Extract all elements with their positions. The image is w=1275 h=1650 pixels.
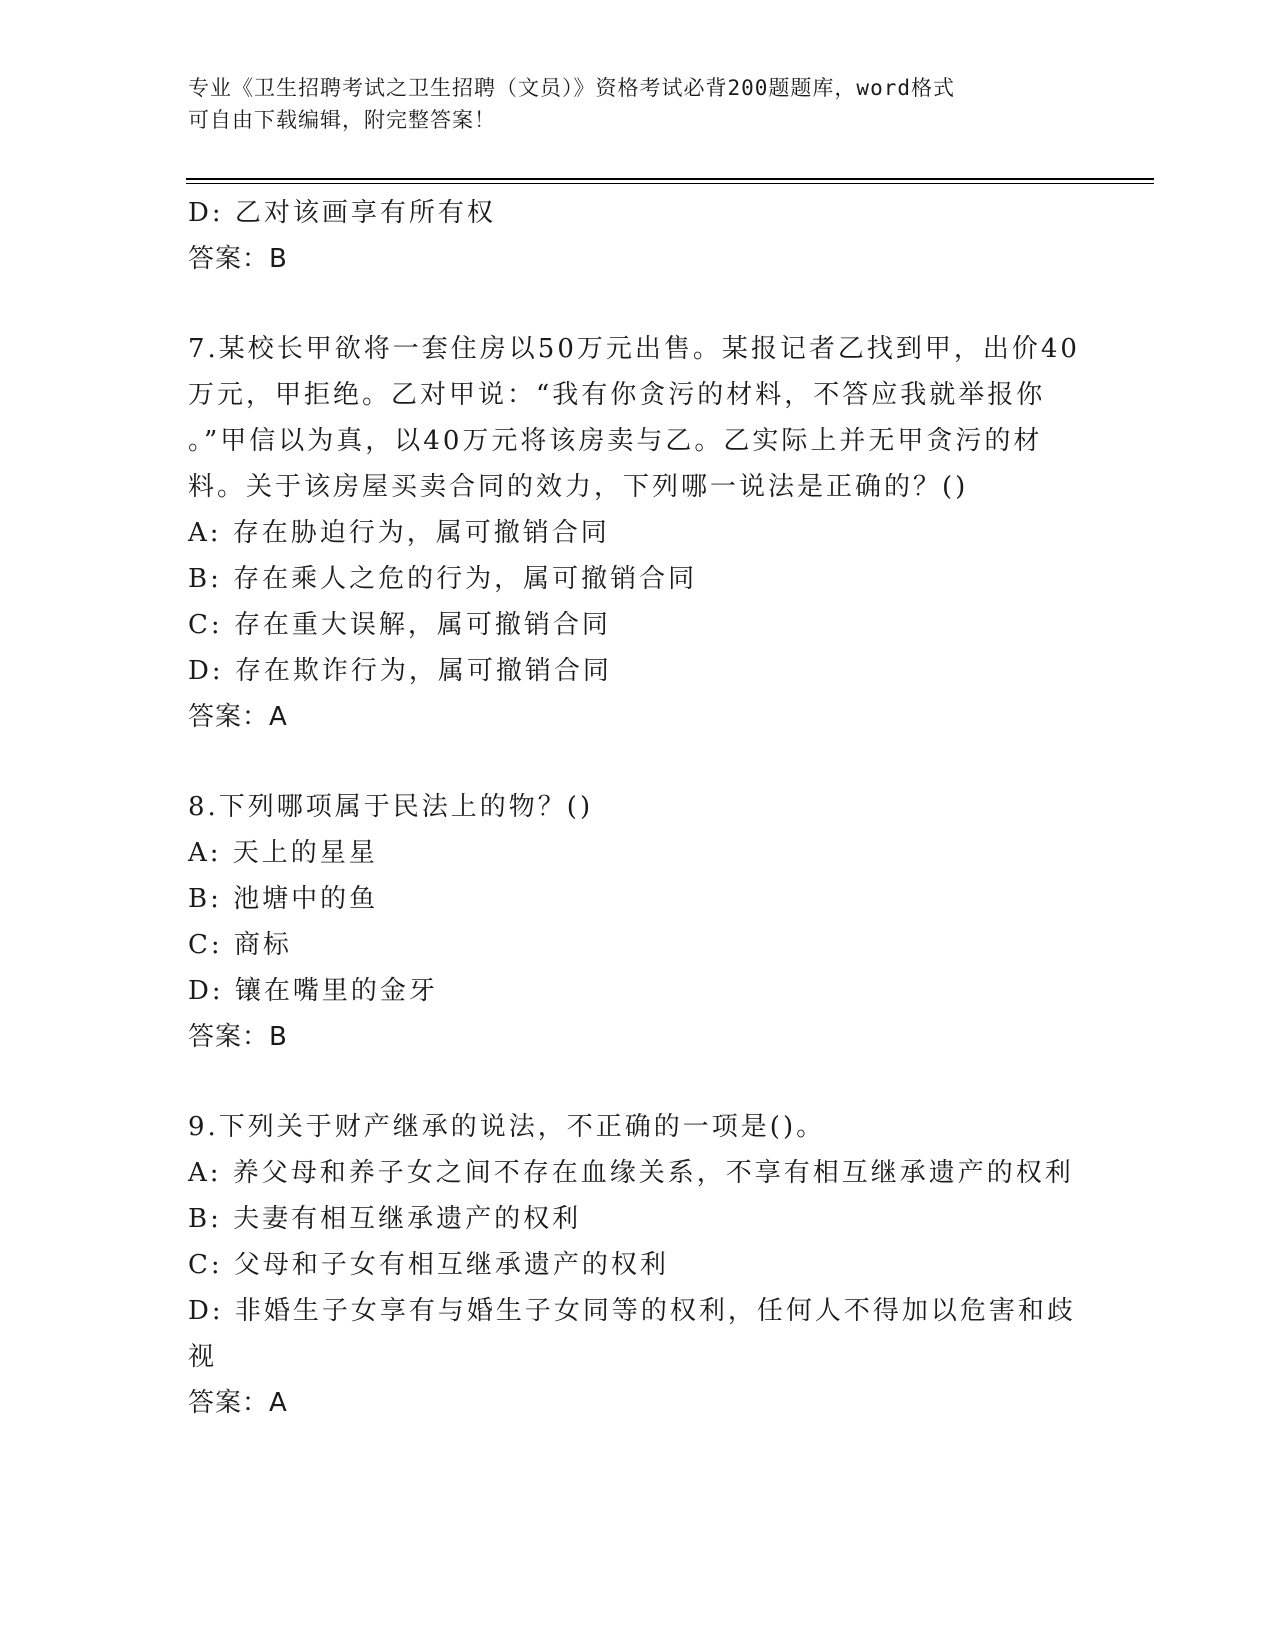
q9-stem: 9.下列关于财产继承的说法，不正确的一项是()。: [188, 1112, 826, 1142]
q9-answer: 答案：A: [188, 1388, 288, 1418]
q7-option-d: D: 存在欺诈行为，属可撤销合同: [188, 656, 612, 686]
question-list: [188, 190, 1088, 1426]
q7-option-a: A: 存在胁迫行为，属可撤销合同: [188, 518, 610, 548]
question-9: [188, 1104, 1088, 1426]
q7-option-b: B: 存在乘人之危的行为，属可撤销合同: [188, 564, 698, 594]
q9-option-a: A: 养父母和养子女之间不存在血缘关系，不享有相互继承遗产的权利: [188, 1158, 1074, 1188]
q9-option-b: B: 夫妻有相互继承遗产的权利: [188, 1204, 582, 1234]
q8-option-c: C: 商标: [188, 930, 292, 960]
q7-stem-line: 料。关于该房屋买卖合同的效力，下列哪一说法是正确的？(): [188, 472, 969, 502]
question-8: [188, 784, 1088, 1060]
q7-stem-line: 7.某校长甲欲将一套住房以50万元出售。某报记者乙找到甲，出价40: [188, 334, 1080, 364]
question-7: [188, 326, 1088, 740]
q9-option-d-cont: 视: [188, 1342, 218, 1372]
header-rule-thin: [186, 183, 1154, 184]
q8-option-d: D: 镶在嘴里的金牙: [188, 976, 438, 1006]
q7-answer: 答案：A: [188, 702, 288, 732]
prev-option-d: D: 乙对该画享有所有权: [188, 198, 496, 228]
q8-answer: 答案：B: [188, 1022, 288, 1052]
header-line-2: 可自由下载编辑，附完整答案！: [188, 108, 496, 132]
document-header: [188, 72, 1088, 136]
q7-stem-line: 。”甲信以为真，以40万元将该房卖与乙。乙实际上并无甲贪污的材: [188, 426, 1043, 456]
q8-stem: 8.下列哪项属于民法上的物？(): [188, 792, 594, 822]
q9-option-c: C: 父母和子女有相互继承遗产的权利: [188, 1250, 669, 1280]
prev-answer: 答案：B: [188, 244, 288, 274]
q8-option-a: A: 天上的星星: [188, 838, 378, 868]
q8-option-b: B: 池塘中的鱼: [188, 884, 379, 914]
q7-option-c: C: 存在重大误解，属可撤销合同: [188, 610, 611, 640]
header-line-1: 专业《卫生招聘考试之卫生招聘（文员）》资格考试必背200题题库，word格式: [188, 76, 955, 100]
q9-option-d: D: 非婚生子女享有与婚生子女同等的权利，任何人不得加以危害和歧: [188, 1296, 1076, 1326]
q7-stem-line: 万元，甲拒绝。乙对甲说：“我有你贪污的材料，不答应我就举报你: [188, 380, 1046, 410]
header-rule-thick: [186, 178, 1154, 180]
